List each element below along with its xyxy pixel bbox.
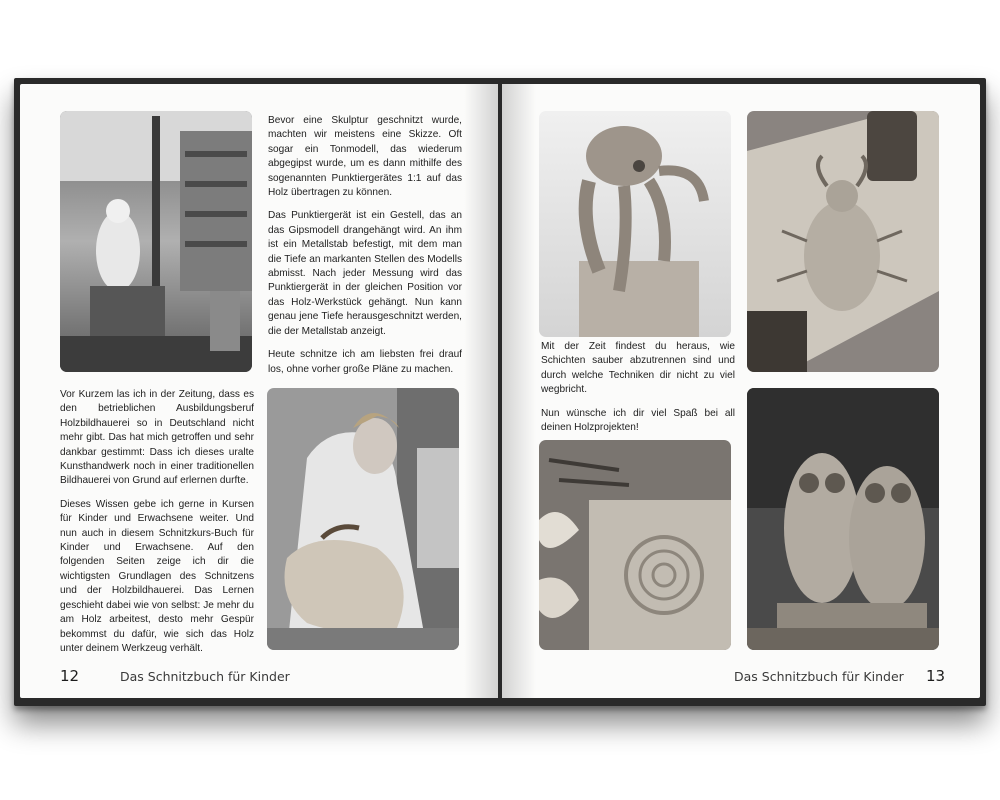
right-page [502,84,980,698]
left-text-column-bottom [60,388,254,665]
spiral-relief-photo [539,440,731,650]
carver-photo [267,388,459,650]
paragraph: Vor Kurzem las ich in der Zeitung, dass es den betrieblichen Ausbildungsberuf Holzbildhauerei so in Deutschland nicht mehr gibt. Das hat mich getroffen und sehr dankbar gestimmt: Dass ich dieses uralte Kunsthandwerk noch in einer traditionellen Bildhauerei von Grund auf erlernen durfte. [60,389,254,487]
workshop-photo [60,111,252,372]
left-page [20,84,498,698]
spine-shadow [464,84,498,698]
paragraph: Nun wünsche ich dir viel Spaß bei all deinen Holzprojekten! [541,407,735,434]
paragraph: Dieses Wissen gebe ich gerne in Kursen für Kinder und Erwachsene weiter. Und nun auch in diesem Schnitzkurs-Buch für Kinder und Erwachsene. Auf den folgenden Seiten zeige ich dir die wichtigsten Grundlagen des Schnitzens und der Holzbildhauerei. Das Lernen geschieht dabei wie von selbst: Je mehr du am Holz arbeitest, desto mehr Gespür bekommst du dafür, wie sich das Holz unter deinem Werkzeug verhält. [60,498,254,654]
open-book [14,78,986,706]
owl-sculpture-photo [747,388,939,650]
paragraph: Das Punktiergerät ist ein Gestell, das an das Gipsmodell drangehängt wird. An ihm ist ein Metallstab befestigt, mit dem man die Tiefe an markanten Stellen des Modells abmisst. Nach jeder Messung wird das Punktiergerät in der gleichen Position vor das Holz-Werkstück gehängt. Nun kann genau jene Tiefe herausgeschnitzt werden, die der Metallstab anzeigt. [268,210,462,337]
page-number: 12 [60,667,80,685]
beetle-relief-photo [747,111,939,372]
left-text-column-top [268,114,462,386]
paragraph: Bevor eine Skulptur geschnitzt wurde, machten wir meistens eine Skizze. Oft sogar ein Tonmodell, das wiederum abgegipst wurde, um es dann mithilfe des sogenannten Punktiergerätes 1:1 auf das Holz übertragen zu können. [268,115,462,199]
right-text-column [541,340,735,444]
octopus-carving-photo [539,111,731,337]
running-footer-title: Das Schnitzbuch für Kinder [120,669,290,684]
running-footer-title: Das Schnitzbuch für Kinder [734,669,904,684]
spine-shadow [502,84,536,698]
paragraph: Mit der Zeit findest du heraus, wie Schichten sauber abzutrennen sind und durch welche Techniken dir nicht zu viel wegbricht. [541,341,735,396]
paragraph: Heute schnitze ich am liebsten frei drauf los, ohne vorher große Pläne zu machen. [268,349,462,375]
page-number: 13 [926,667,946,685]
